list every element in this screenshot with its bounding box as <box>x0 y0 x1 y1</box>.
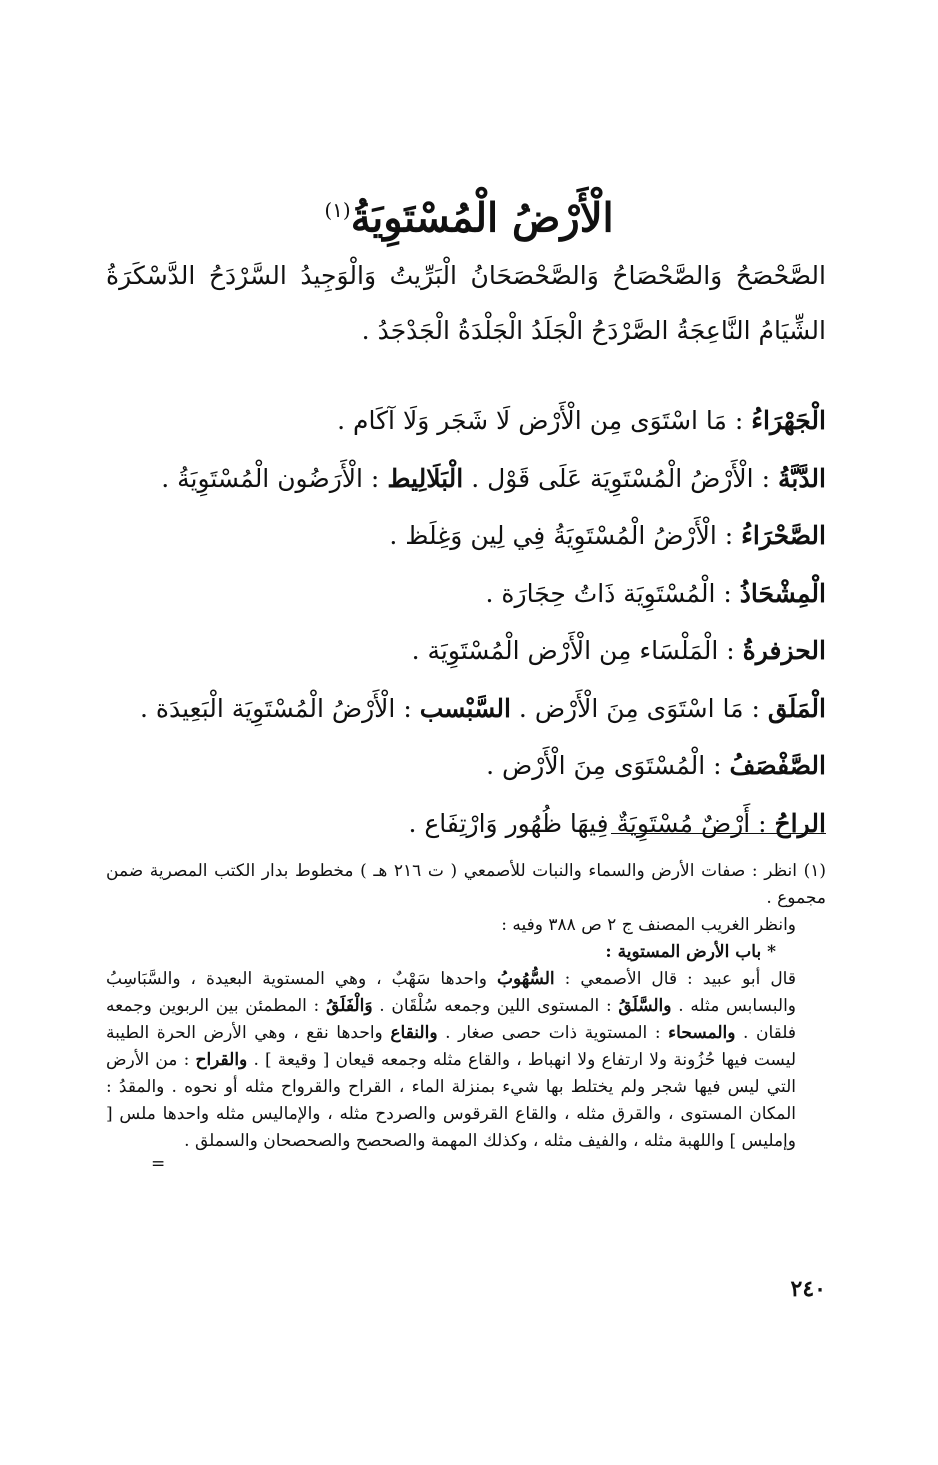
footnote-separator <box>611 833 826 834</box>
quote-term: والسَّلَقُ <box>618 996 672 1016</box>
footnote-quote <box>106 966 826 1155</box>
definition-entry <box>106 622 826 680</box>
definition-entry <box>106 680 826 738</box>
definition-text: : مَا اسْتَوَى مِنَ الْأَرْض . <box>518 693 760 723</box>
definition-text: : الْمَلْسَاء مِن الْأَرْض الْمُسْتَوِيَة . <box>411 636 735 665</box>
definition-text: : الْأَرَضُون الْمُسْتَوِيَةُ . <box>161 463 380 493</box>
definition-term: الْجَهْرَاءُ <box>751 406 826 435</box>
quote-term: وَالْفَلَقُ <box>326 996 373 1016</box>
definition-term: الْمِشْحَاذُ <box>739 578 826 608</box>
definition-text: : مَا اسْتَوَى مِن الْأَرْض لَا شَجَر وَلَا آكَام . <box>337 406 744 435</box>
definition-text: : الْأَرْضُ الْمُسْتَوِيَةُ فِي لِين وَغِلَظ . <box>389 521 734 550</box>
definition-term: الراحُ <box>774 808 826 838</box>
quote-term: والمسحاء <box>668 1023 736 1043</box>
quote-text: : من الأرض التي ليس فيها شجر ولم يختلط بها شيء بمنزلة الماء ، القراح والقرواح مثله أو نحوه . والمقدُ : المكان المستوى ، والقرق مثله ، والقاع القرقوس والصردح مثله ، والإماليس مثله واحدها ملس [ وإمليس ] واللهبة مثله ، والفيف مثله ، وكذلك المهمة والصحصح والصحصحان والسملق . <box>106 1050 796 1151</box>
definition-entry <box>106 392 826 450</box>
definition-entry <box>106 737 826 795</box>
definition-term: الصَّفْصَفُ <box>729 751 826 780</box>
definition-term: الْمَلَق <box>767 693 826 723</box>
continuation-mark: = <box>151 1154 166 1174</box>
footnotes <box>106 858 826 1173</box>
quote-term: السُّهُوبُ <box>496 969 555 989</box>
definitions-list <box>106 392 826 852</box>
definition-text: : الْمُسْتَوَى مِنَ الْأَرْض . <box>486 751 722 780</box>
definition-entry <box>106 450 826 508</box>
footnote-heading-text: * باب الأرض المستوية : <box>605 942 776 962</box>
quote-text: قال أبو عبيد : قال الأصمعي : <box>564 969 796 989</box>
quote-text: : المستوية ذات حصى صغار . <box>445 1023 661 1043</box>
definition-text: : الْأَرْضُ الْمُسْتَوِيَة عَلَى قَوْل . <box>471 463 770 493</box>
definition-term: الْبَلَالِيط <box>387 463 464 493</box>
footnote-reference: وانظر الغريب المصنف ج ٢ ص ٣٨٨ وفيه : <box>501 915 796 935</box>
synonyms-paragraph: الصَّحْصَحُ وَالصَّحْصَاحُ وَالصَّحْصَحَانُ الْبَرِّيتُ وَالْوَجِيدُ السَّرْدَحُ الدَّسْكَرَةُ الشِّيَامُ النَّاعِجَةُ الصَّرْدَحُ الْجَلَدُ الْجَلْدَةُ الْجَدْجَدُ . <box>106 261 826 345</box>
quote-term: والقراح <box>195 1050 248 1070</box>
definition-term: الصَّحْرَاءُ <box>741 521 826 550</box>
footnote-heading <box>106 939 826 966</box>
definition-term: الدَّبَّةُ <box>777 463 826 493</box>
page-number: ٢٤٠ <box>790 1276 826 1302</box>
definition-text: : الْمُسْتَوِيَة ذَاتُ حِجَارَة . <box>485 578 732 608</box>
quote-text: واحدها سَهْبٌ ، وهي المستوية البعيدة ، والسَّبَاسِبُ والبسابس مثله . <box>106 969 797 1016</box>
quote-text: : المستوى اللين وجمعه سُلْقَان . <box>379 996 612 1016</box>
footnote-1: (١) انظر : صفات الأرض والسماء والنبات للأصمعي ( ت ٢١٦ هـ ) مخطوط بدار الكتب المصرية ضمن مجموع . <box>106 861 826 908</box>
definition-term: السَّبْسب <box>419 693 511 723</box>
definition-text: : أَرْضٌ مُسْتَوِيَةٌ فِيهَا ظُهُور وَارْتِفَاع . <box>408 808 767 838</box>
quote-text: واحدها نقع ، وهي الأرض الحرة الطيبة ليست فيها حُزُونة ولا ارتفاع ولا انهباط ، والقاع مثله وجمعه قيعان [ وقيعة ] . <box>106 1023 797 1070</box>
definition-term: الحزفرةُ <box>742 636 826 665</box>
quote-text: : المطمئن بين الربوين وجمعه فلقان . <box>106 996 797 1043</box>
quote-term: والنقاع <box>390 1023 438 1043</box>
definition-entry <box>106 565 826 623</box>
definition-entry <box>106 795 826 853</box>
title-footnote-marker: (١) <box>324 198 351 222</box>
definition-entry <box>106 507 826 565</box>
page-title <box>0 180 938 248</box>
definition-text: : الْأَرْضُ الْمُسْتَوِيَة الْبَعِيدَة . <box>140 693 412 723</box>
title-text: الْأَرْضُ الْمُسْتَوِيَةُ <box>350 194 614 242</box>
